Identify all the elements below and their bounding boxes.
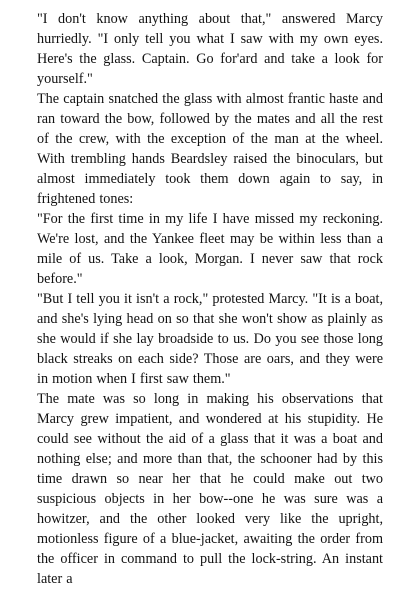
paragraph-2: The captain snatched the glass with almost frantic haste and ran toward the bow, followed by the mates and all the rest of the crew, with the exception of the man at the wheel. With trembling hands Beardsley raised the binoculars, but almost immediately took them down again to say, in frightened tones: [37, 91, 383, 207]
paragraph-5: The mate was so long in making his observations that Marcy grew impatient, and wondered at his stupidity. He could see without the aid of a glass that it was a boat and nothing else; and more than that, the schooner had by this time drawn so near her that he could make out two suspicious objects in her bow--one he was sure was a howitzer, and the other looked very like the upright, motionless figure of a blue-jacket, awaiting the order from the officer in command to pull the lock-string. An instant later a [37, 391, 383, 587]
paragraph-3: "For the first time in my life I have missed my reckoning. We're lost, and the Yankee fleet may be within less than a mile of us. Take a look, Morgan. I never saw that rock before." [37, 211, 383, 287]
paragraph-4: "But I tell you it isn't a rock," protested Marcy. "It is a boat, and she's lying head on so that she won't show as plainly as she would if she lay broadside to us. Do you see those long black streaks on each side? Those are oars, and they were in motion when I first saw them." [37, 291, 383, 387]
paragraph-1: "I don't know anything about that," answered Marcy hurriedly. "I only tell you what I saw with my own eyes. Here's the glass. Captain. Go for'ard and take a look for yourself." [37, 11, 383, 87]
